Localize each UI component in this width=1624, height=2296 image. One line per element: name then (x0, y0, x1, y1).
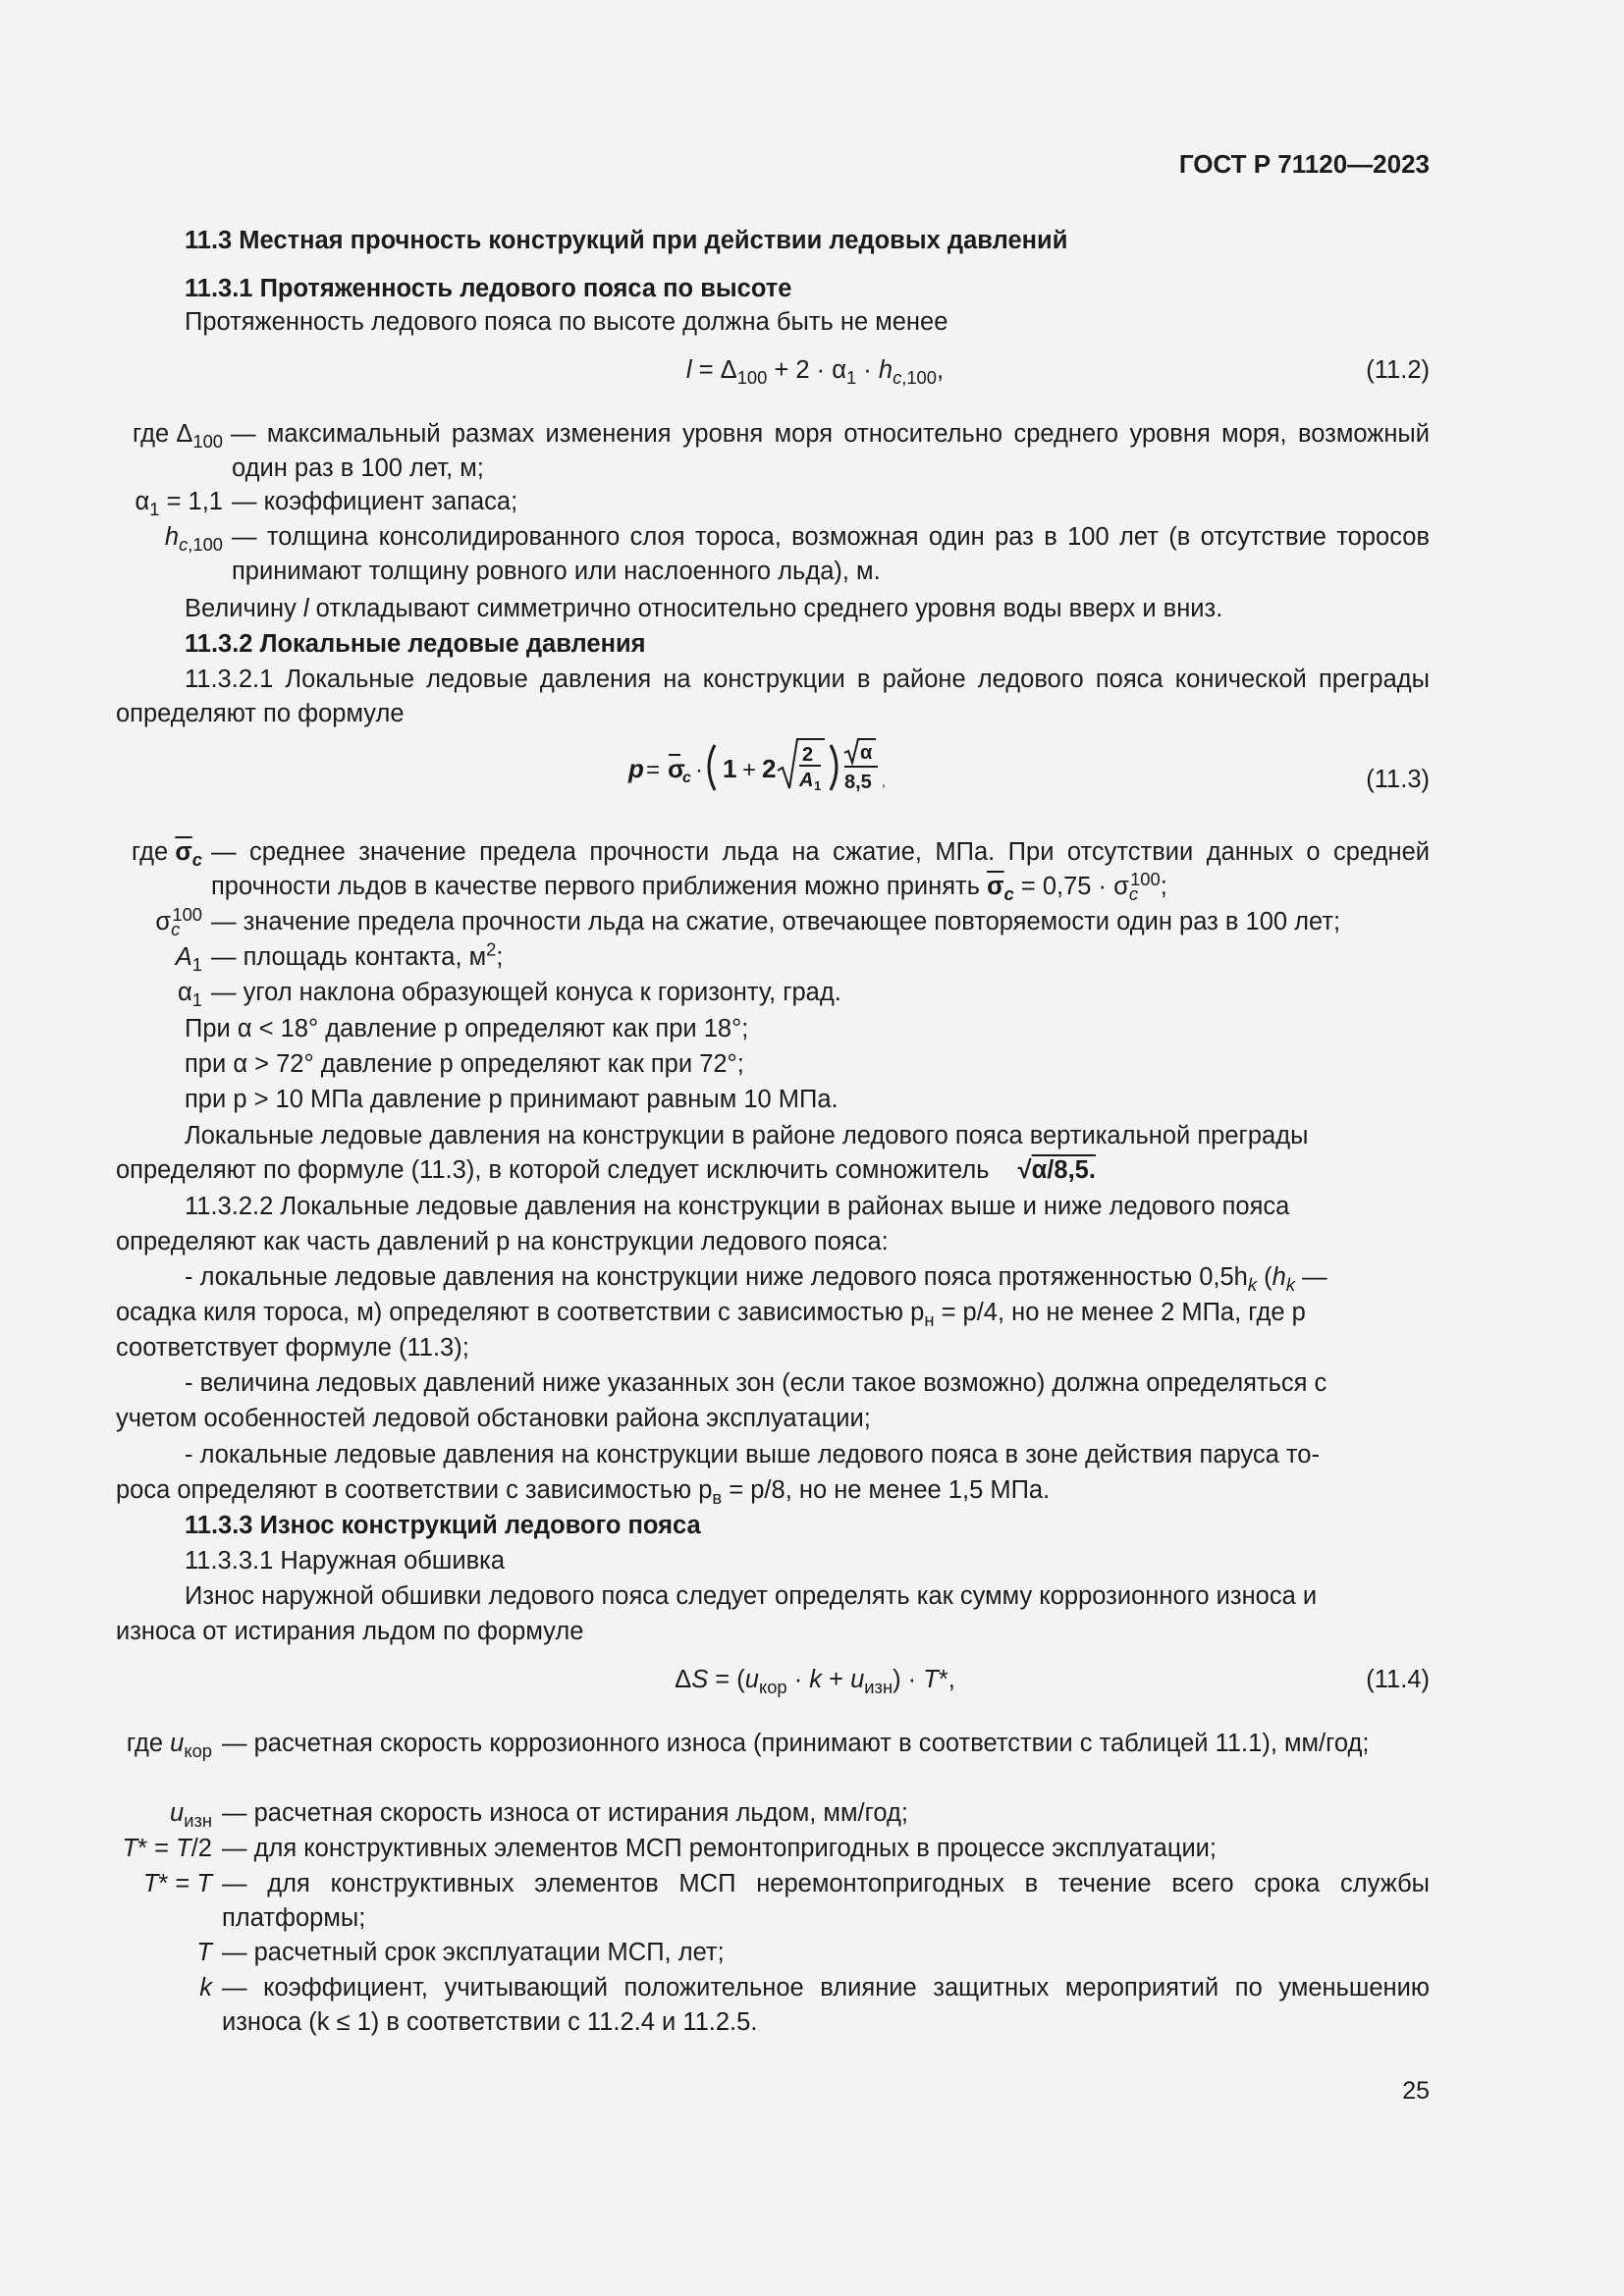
def-label-sigma-c: где $\overline{\sigma}_c$ (132, 838, 202, 871)
bullet-above-belt-line-1: - локальные ледовые давления на конструкции выше ледового пояса в зоне действия паруса то- (185, 1441, 1320, 1468)
subsection-11-3-3-1: 11.3.3.1 Наружная обшивка (185, 1547, 506, 1575)
def-text-hc100: — толщина консолидированного слоя тороса, возможная один раз в 100 лет (в отсутствие торосов принимают толщину ровного или наслоенного льда), м. (232, 523, 1430, 585)
svg-text:p: p (628, 754, 644, 783)
def-label-t: T (196, 1939, 212, 1966)
formula-11-2: $l = \Delta_{100} + 2 \cdot \alpha_1 \cdot h_{c,100}$, (685, 356, 945, 389)
paragraph-11-3-2-2-line-2: определяют как часть давлений p на конструкции ледового пояса: (116, 1228, 889, 1255)
def-label-sigma100: $\sigma_c^{100}$ (155, 903, 202, 940)
def-text-alpha1-angle: — угол наклона образующей конуса к горизонту, град. (211, 979, 841, 1006)
condition-alpha-max: при α > 72° давление p определяют как при 72°; (185, 1050, 744, 1078)
page-number: 25 (1402, 2077, 1430, 2105)
vertical-barrier-line-2: определяют по формуле (11.3), в которой следует исключить сомножитель √α/8,5. (116, 1156, 1096, 1184)
def-text-a1: — площадь контакта, $м^2$; (211, 938, 504, 971)
bullet-below-zones-line-2: учетом особенностей ледовой обстановки района эксплуатации; (116, 1405, 871, 1432)
def-text-t: — расчетный срок эксплуатации МСП, лет; (222, 1939, 725, 1966)
svg-text:1: 1 (814, 778, 822, 793)
def-label-u-kor: где $u_{кор}$ (126, 1730, 212, 1762)
wear-paragraph-line-2: износа от истирания льдом по формуле (116, 1618, 584, 1645)
svg-text:σ: σ (668, 754, 685, 783)
def-text-alpha1: — коэффициент запаса; (232, 488, 518, 515)
value-l-placement-text: Величину l откладывают симметрично относительно среднего уровня воды вверх и вниз. (185, 595, 1223, 622)
def-text-t-half: — для конструктивных элементов МСП ремонтопригодных в процессе эксплуатации; (222, 1835, 1218, 1862)
equation-number-11-4: (11.4) (1366, 1666, 1430, 1693)
def-text-k: — коэффициент, учитывающий положительное влияние защитных мероприятий по уменьшению износа (k ≤ 1) в соответствии с 11.2.4 и 11.2.5. (222, 1974, 1430, 2036)
svg-text:2: 2 (802, 744, 814, 766)
def-text-u-izn: — расчетная скорость износа от истирания льдом, мм/год; (222, 1799, 908, 1827)
def-label-a1: $A_1$ (175, 943, 202, 976)
def-text-u-kor: — расчетная скорость коррозионного износа (принимают в соответствии с таблицей 11.1), мм/год; (222, 1730, 1370, 1757)
def-text-delta100: — максимальный размах изменения уровня моря относительно среднего уровня моря, возможный один раз в 100 лет, м; (231, 420, 1430, 482)
svg-text:·: · (695, 757, 703, 783)
bullet-below-belt-line-2: осадка киля тороса, м) определяют в соответствии с зависимостью $p_н = p/4$, но не менее 2 МПа, где p (116, 1299, 1306, 1331)
section-11-3-3-heading: 11.3.3 Износ конструкций ледового пояса (185, 1512, 701, 1539)
section-11-3-1-heading: 11.3.1 Протяженность ледового пояса по высоте (185, 275, 792, 302)
svg-text:,: , (882, 774, 886, 789)
svg-text:α: α (860, 742, 873, 764)
formula-11-3 (624, 731, 939, 802)
wear-paragraph-line-1: Износ наружной обшивки ледового пояса следует определять как сумму коррозионного износа и (185, 1582, 1318, 1610)
def-text-sigma100: — значение предела прочности льда на сжатие, отвечающее повторяемости один раз в 100 лет; (211, 908, 1341, 935)
svg-text:c: c (682, 770, 691, 786)
svg-text:=: = (646, 757, 661, 783)
formula-11-4: $\Delta S = (u_{кор} \cdot k + u_{изн}) \cdot T*$, (675, 1666, 955, 1698)
bullet-above-belt-line-2: роса определяют в соответствии с зависимостью $p_в = p/8$, но не менее 1,5 МПа. (116, 1476, 1051, 1509)
svg-text:A: A (799, 770, 814, 791)
def-label-alpha1: $\alpha_1 = 1,1$ (135, 488, 223, 520)
equation-number-11-3: (11.3) (1366, 766, 1430, 793)
section-11-3-2-heading: 11.3.2 Локальные ледовые давления (185, 630, 646, 658)
def-text-t-full: — для конструктивных элементов МСП неремонтопригодных в течение всего срока службы платформы; (222, 1870, 1430, 1932)
def-label-t-full: T* = T (142, 1870, 212, 1897)
def-label-delta100: где $\Delta_{100}$ (133, 420, 223, 453)
svg-text:+: + (742, 757, 757, 783)
svg-text:2: 2 (762, 754, 777, 783)
vertical-barrier-line-1: Локальные ледовые давления на конструкции в районе ледового пояса вертикальной преграды (185, 1122, 1309, 1149)
bullet-below-zones-line-1: - величина ледовых давлений ниже указанных зон (если такое возможно) должна определяться с (185, 1369, 1327, 1397)
svg-text:8,5: 8,5 (844, 772, 872, 793)
standard-designation: ГОСТ Р 71120—2023 (1178, 149, 1430, 179)
def-label-k: k (199, 1974, 212, 2002)
condition-alpha-min: При α < 18° давление p определяют как при 18°; (185, 1015, 749, 1042)
equation-number-11-2: (11.2) (1366, 356, 1430, 384)
condition-p-max: при p > 10 МПа давление p принимают равным 10 МПа. (185, 1086, 839, 1113)
svg-text:1: 1 (723, 754, 737, 783)
def-label-alpha1-angle: $\alpha_1$ (178, 979, 202, 1011)
bullet-below-belt-line-1: - локальные ледовые давления на конструкции ниже ледового пояса протяженностью $0,5h_k$ ($h_k$ — (185, 1263, 1327, 1296)
intro-text: Протяженность ледового пояса по высоте должна быть не менее (185, 308, 948, 336)
def-label-u-izn: $u_{изн}$ (170, 1799, 212, 1832)
paragraph-11-3-2-2-line-1: 11.3.2.2 Локальные ледовые давления на конструкции в районах выше и ниже ледового пояса (185, 1193, 1290, 1220)
def-label-t-half: T* = T/2 (122, 1835, 212, 1862)
def-label-hc100: $h_{c,100}$ (164, 523, 223, 556)
def-text-sigma-c: — среднее значение предела прочности льда на сжатие, МПа. При отсутствии данных о средней прочности льдов в качестве первого приближения можно принять $\overline{\sigma}_c = 0,75 \cdot \sigma_c^{100}$; (211, 838, 1430, 905)
bullet-below-belt-line-3: соответствует формуле (11.3); (116, 1334, 469, 1362)
paragraph-11-3-2-1: 11.3.2.1 Локальные ледовые давления на конструкции в районе ледового пояса конической преграды определяют по формуле (116, 666, 1430, 727)
section-11-3-heading: 11.3 Местная прочность конструкций при действии ледовых давлений (185, 227, 1068, 254)
